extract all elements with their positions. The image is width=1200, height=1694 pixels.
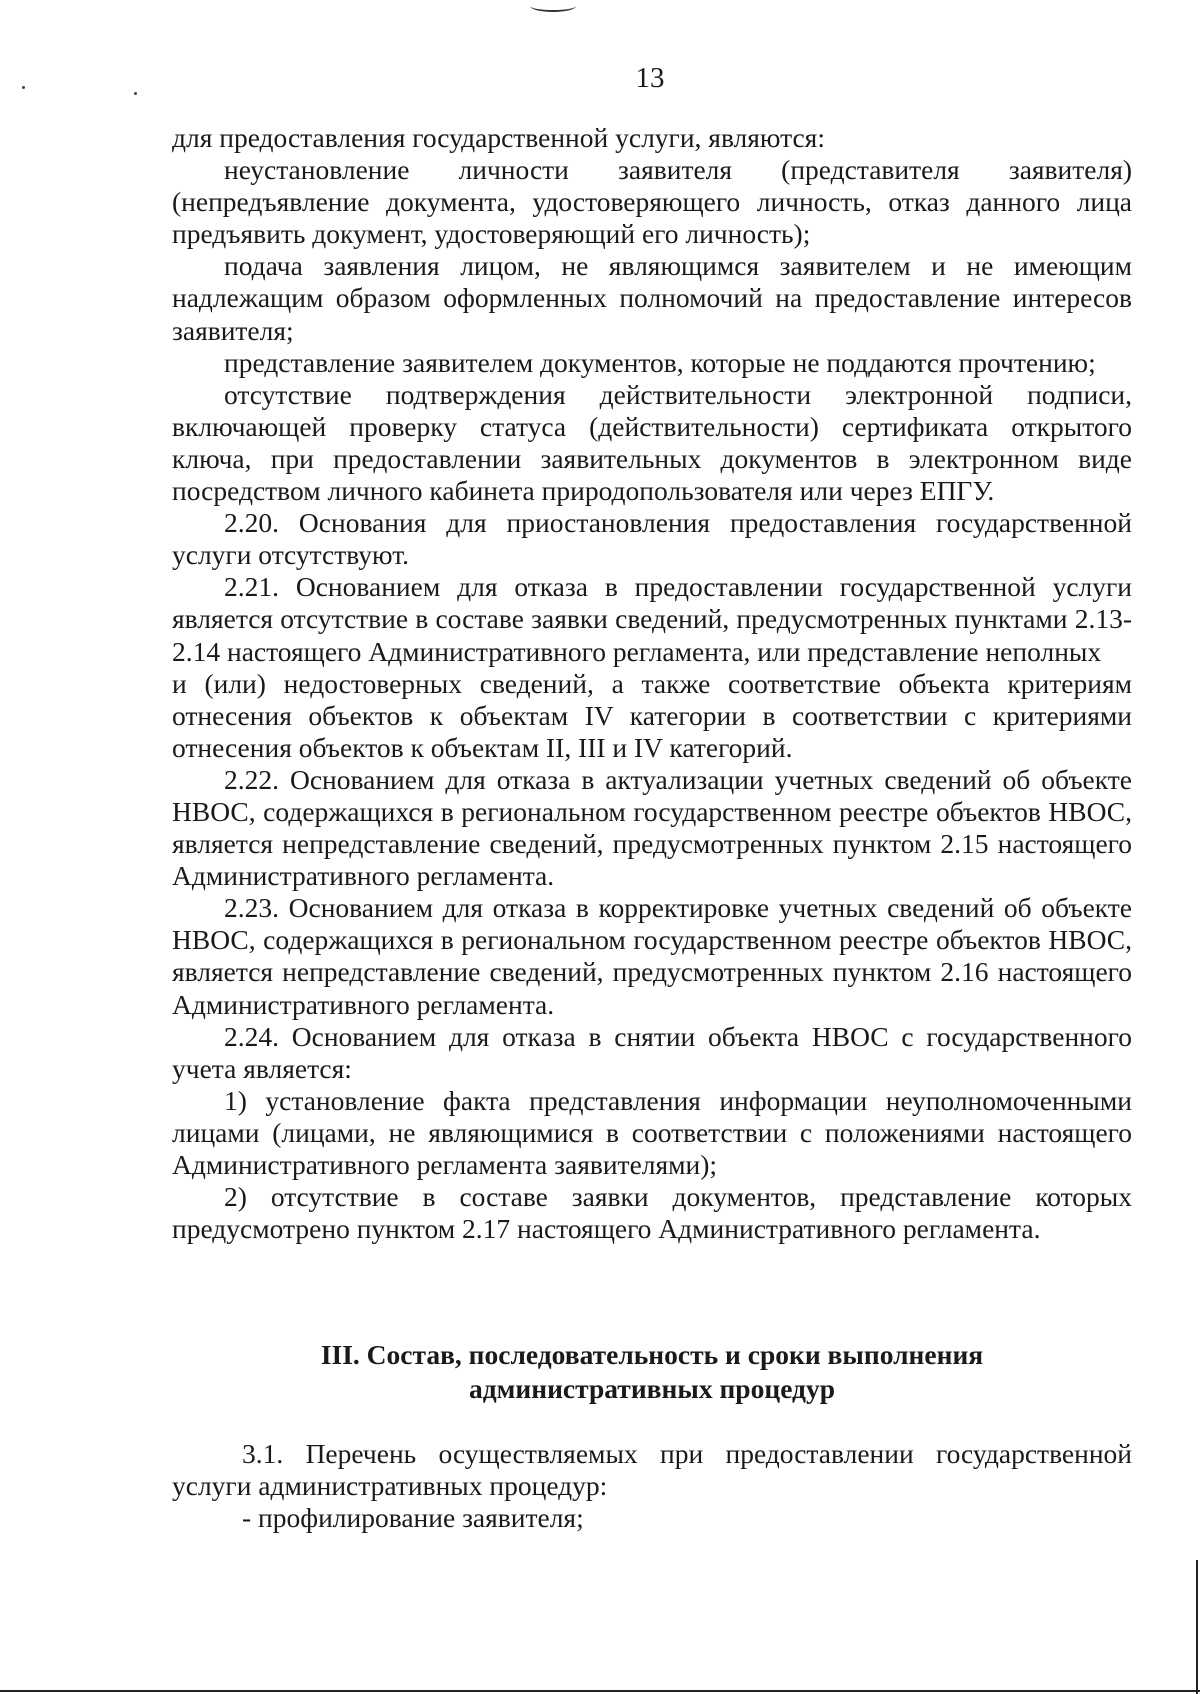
paragraph: 2.20. Основания для приостановления предоставления государственной услуги отсутствуют.: [172, 507, 1132, 571]
section-heading-line: административных процедур: [469, 1373, 835, 1404]
section-heading-line: III. Состав, последовательность и сроки выполнения: [320, 1339, 984, 1370]
paragraph: и (или) недостоверных сведений, а также соответствие объекта критериям отнесения объектов к объектам IV категории в соответствии с критериями отнесения объектов к объектам II, III и IV категорий.: [172, 667, 1132, 763]
scan-artifact: [1196, 1560, 1198, 1694]
paragraph: 2.21. Основанием для отказа в предоставлении государственной услуги является отсутствие в составе заявки сведений, предусмотренных пунктами 2.13-2.14 настоящего Административного регламента, или представление неполных: [172, 571, 1132, 667]
paragraph: для предоставления государственной услуги, являются:: [172, 122, 825, 153]
paragraph: подача заявления лицом, не являющимся заявителем и не имеющим надлежащим образом оформленных полномочий на предоставление интересов заявителя;: [172, 250, 1132, 346]
scan-artifact: [0, 1690, 1200, 1692]
paragraph: 2) отсутствие в составе заявки документов, представление которых предусмотрено пунктом 2.17 настоящего Административного регламента.: [172, 1181, 1132, 1245]
paragraph: 3.1. Перечень осуществляемых при предоставлении государственной услуги административных процедур:: [172, 1438, 1132, 1502]
document-body: [172, 122, 1132, 1245]
section-heading: [172, 1338, 1132, 1406]
paragraph: 2.22. Основанием для отказа в актуализации учетных сведений об объекте НВОС, содержащихся в региональном государственном реестре объектов НВОС, является непредставление сведений, предусмотренных пунктом 2.15 настоящего Административного регламента.: [172, 763, 1132, 892]
paragraph: 2.24. Основанием для отказа в снятии объекта НВОС с государственного учета является:: [172, 1020, 1132, 1084]
paragraph: представление заявителем документов, которые не поддаются прочтению;: [224, 346, 1096, 378]
scan-artifact: [530, 0, 576, 12]
paragraph: неустановление личности заявителя (представителя заявителя) (непредъявление документа, удостоверяющего личность, отказ данного лица предъявить документ, удостоверяющий его личность);: [172, 154, 1132, 250]
list-item: - профилирование заявителя;: [242, 1502, 584, 1534]
paragraph: 1) установление факта представления информации неуполномоченными лицами (лицами, не являющимися в соответствии с положениями настоящего Административного регламента заявителями);: [172, 1084, 1132, 1180]
paragraph: 2.23. Основанием для отказа в корректировке учетных сведений об объекте НВОС, содержащихся в региональном государственном реестре объектов НВОС, является непредставление сведений, предусмотренных пунктом 2.16 настоящего Административного регламента.: [172, 892, 1132, 1020]
paragraph: отсутствие подтверждения действительности электронной подписи, включающей проверку статуса (действительности) сертификата открытого ключа, при предоставлении заявительных документов в электронном виде посредством личного кабинета природопользователя или через ЕПГУ.: [172, 378, 1132, 507]
page-number: 13: [635, 62, 665, 94]
section-body: [172, 1438, 1132, 1534]
